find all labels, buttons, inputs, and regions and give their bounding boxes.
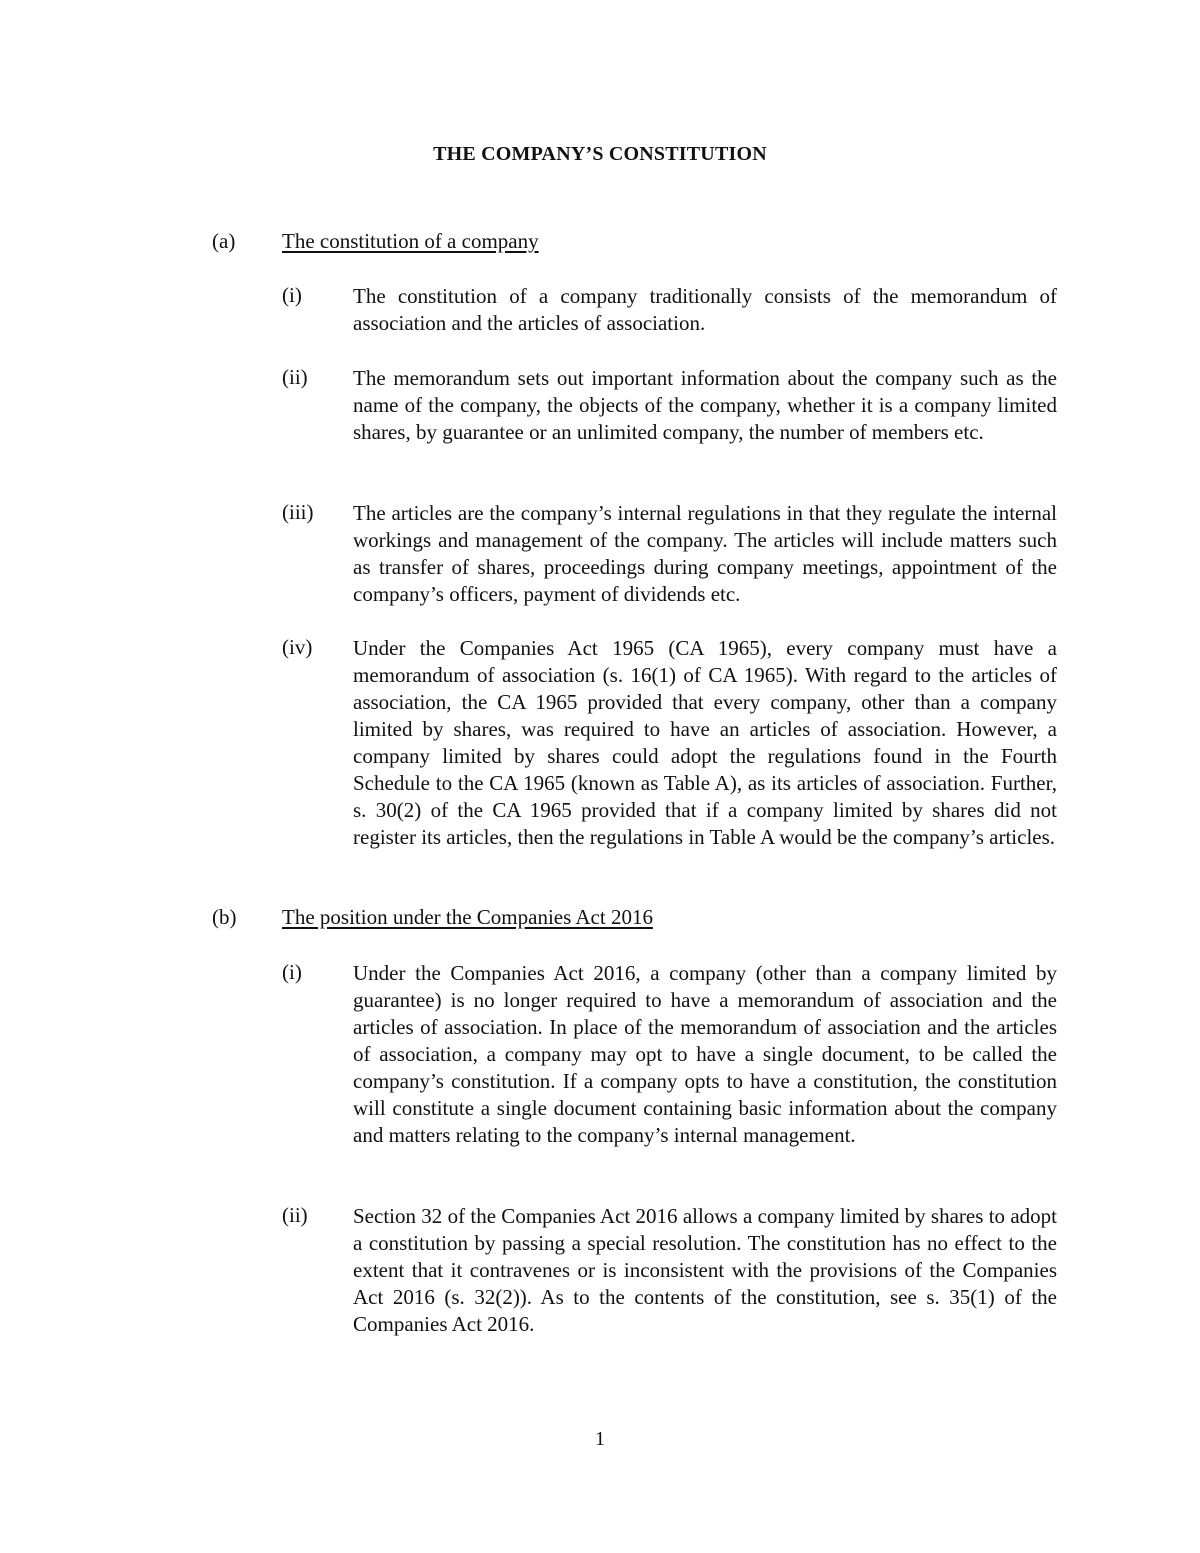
section-b-item-i-text: Under the Companies Act 2016, a company (other than a company limited by guarantee) is no longer required to have a memorandum of association and the articles of association. In place of the memorandum of association and the articles of association, a company may opt to have a single document, to be called the company’s constitution. If a company opts to have a constitution, the constitution will constitute a single document containing basic information about the company and matters relating to the company’s internal management. [353,961,1057,1147]
section-a-item-iii-text: The articles are the company’s internal regulations in that they regulate the internal workings and management of the company. The articles will include matters such as transfer of shares, proceedings during company meetings, appointment of the company’s officers, payment of dividends etc. [353,501,1057,606]
section-b-heading: The position under the Companies Act 2016 [282,905,653,929]
section-a-item-ii-label: (ii) [282,365,308,389]
section-b-item-i-label: (i) [282,960,302,984]
section-a-item-ii-text: The memorandum sets out important information about the company such as the name of the company, the objects of the company, whether it is a company limited shares, by guarantee or an unlimited company, the number of members etc. [353,366,1057,444]
section-a-item-i-label: (i) [282,283,302,307]
section-a-label: (a) [212,229,236,253]
section-a-item-iv-label: (iv) [282,635,313,659]
section-b-item-ii-text: Section 32 of the Companies Act 2016 allows a company limited by shares to adopt a constitution by passing a special resolution. The constitution has no effect to the extent that it contravenes or is inconsistent with the provisions of the Companies Act 2016 (s. 32(2)). As to the contents of the constitution, see s. 35(1) of the Companies Act 2016. [353,1204,1057,1336]
section-b-item-ii-label: (ii) [282,1203,308,1227]
section-b-label: (b) [212,905,237,929]
section-a-heading: The constitution of a company [282,229,539,253]
document-title: THE COMPANY’S CONSTITUTION [433,143,767,165]
section-a-item-iii-label: (iii) [282,500,314,524]
page-number: 1 [595,1428,605,1450]
section-a-item-i-text: The constitution of a company traditionally consists of the memorandum of association and the articles of association. [353,284,1057,335]
section-a-item-iv-text: Under the Companies Act 1965 (CA 1965), every company must have a memorandum of association (s. 16(1) of CA 1965). With regard to the articles of association, the CA 1965 provided that every company, other than a company limited by shares, was required to have an articles of association. However, a company limited by shares could adopt the regulations found in the Fourth Schedule to the CA 1965 (known as Table A), as its articles of association. Further, s. 30(2) of the CA 1965 provided that if a company limited by shares did not register its articles, then the regulations in Table A would be the company’s articles. [353,636,1057,849]
